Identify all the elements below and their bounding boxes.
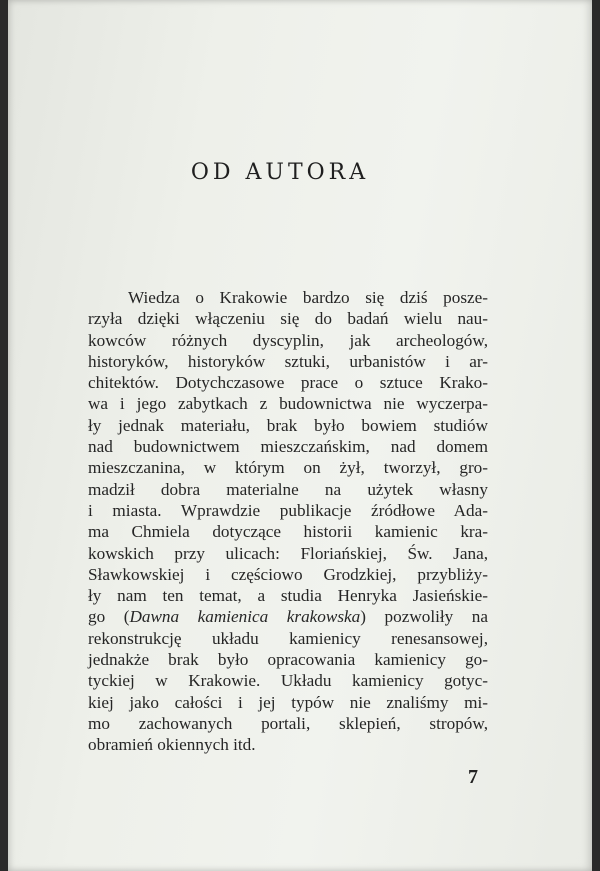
text-line: kiej jako całości i jej typów nie znaliśmy mi- [88,692,488,712]
text-line: historyków, historyków sztuki, urbanistów i ar- [88,351,488,371]
text-line: madził dobra materialne na użytek własny [88,479,488,499]
text-line: Sławkowskiej i częściowo Grodzkiej, przybliży- [88,564,488,584]
text-line: tyckiej w Krakowie. Układu kamienicy gotyc- [88,671,488,691]
page-number: 7 [468,766,478,788]
text-line: rekonstrukcję układu kamienicy renesansowej, [88,628,488,648]
text-line: mieszczanina, w którym on żył, tworzył, gro- [88,458,488,478]
text-line: mo zachowanych portali, sklepień, stropów, [88,713,488,733]
body-paragraph [88,287,488,756]
text-line: wa i jego zabytkach z budownictwa nie wyczerpa- [88,394,488,414]
text-line: rzyła dzięki włączeniu się do badań wielu nau- [88,309,488,329]
text-line: i miasta. Wprawdzie publikacje źródłowe Ada- [88,500,488,520]
text-line: obramień okiennych itd. [88,735,256,755]
text-line: Wiedza o Krakowie bardzo się dziś posze- [128,288,488,307]
text-line: ły jednak materiału, brak było bowiem studiów [88,415,488,435]
text-line: ma Chmiela dotyczące historii kamienic kra- [88,522,488,542]
text-line: ły nam ten temat, a studia Henryka Jasieńskie- [88,586,488,606]
text-line: nad budownictwem mieszczańskim, nad domem [88,437,488,457]
text-line: kowców różnych dyscyplin, jak archeologów, [88,330,488,350]
text-line: kowskich przy ulicach: Floriańskiej, Św. Jana, [88,543,488,563]
text-line: chitektów. Dotychczasowe prace o sztuce Krako- [88,373,488,393]
page-heading: OD AUTORA [190,160,370,185]
book-page [8,0,592,871]
italic-book-title: Dawna kamienica krakowska [129,607,361,627]
text-line-with-italic-title: go (Dawna kamienica krakowska) pozwoliły na [88,607,488,627]
text-line: jednakże brak było opracowania kamienicy go- [88,650,488,670]
